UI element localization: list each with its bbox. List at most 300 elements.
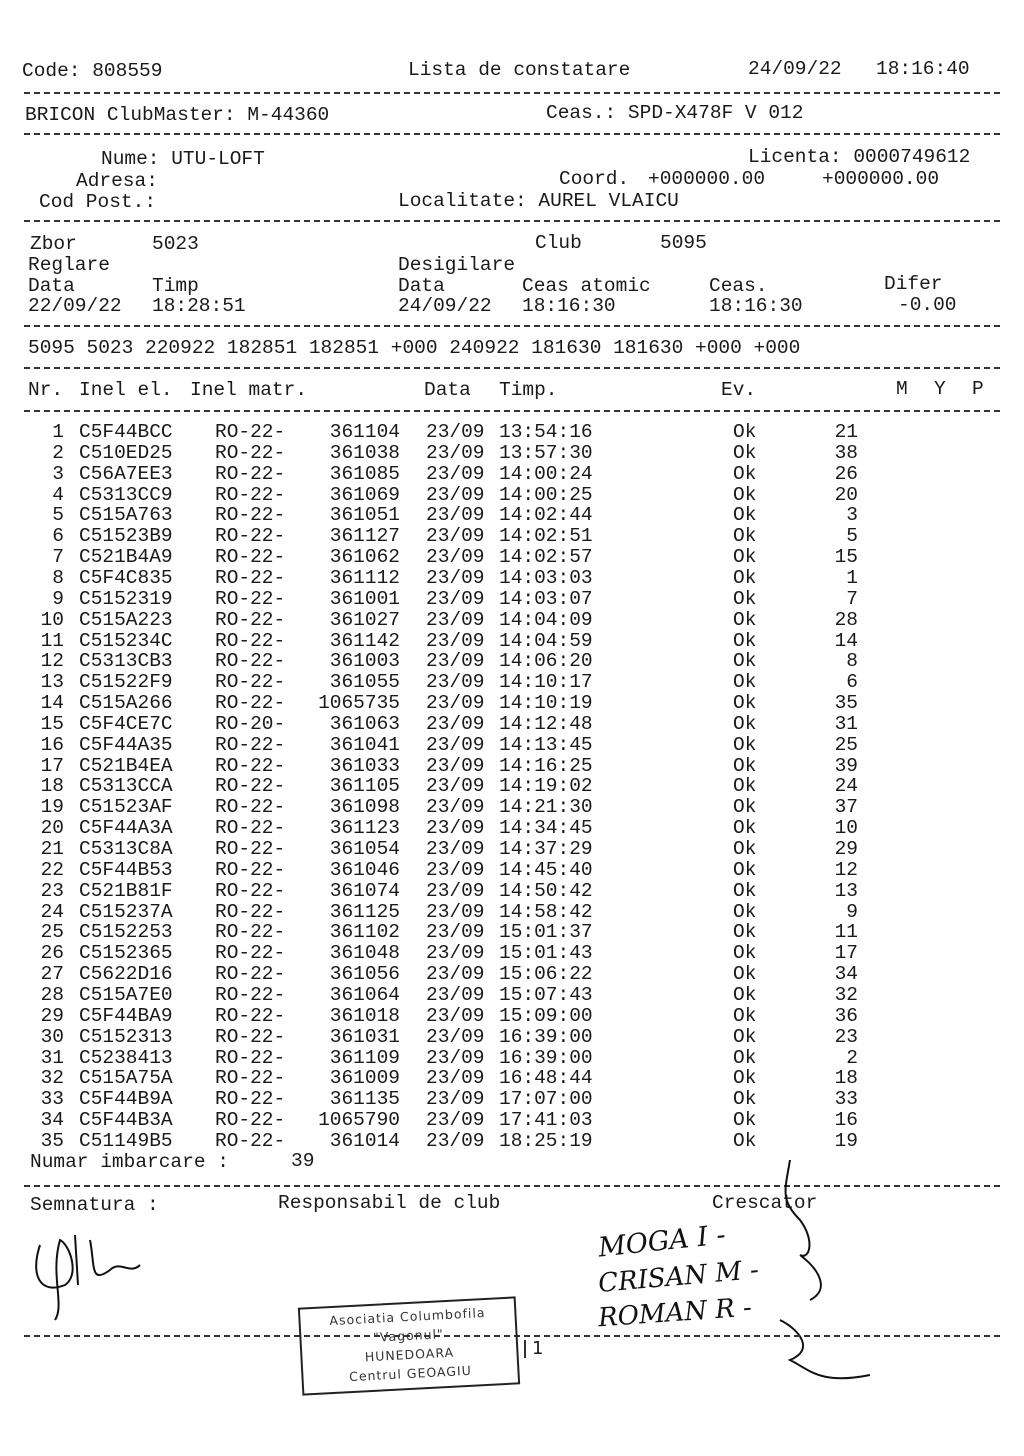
- arrival-date: 23/09: [426, 650, 485, 673]
- table-row: [0, 1111, 1024, 1132]
- row-number: 4: [52, 483, 64, 506]
- table-row: [0, 944, 1024, 965]
- ring-prefix: RO-22-: [215, 858, 286, 881]
- electronic-ring: C5F44A35: [79, 733, 173, 756]
- col-p: P: [972, 378, 984, 400]
- flight-number: 5023: [152, 233, 199, 255]
- ring-number: 361125: [329, 900, 400, 923]
- arrival-date: 23/09: [426, 504, 485, 527]
- ring-number: 361074: [329, 879, 400, 902]
- coord-lon: +000000.00: [822, 168, 940, 190]
- rank: 12: [834, 858, 858, 881]
- ring-prefix: RO-22-: [215, 817, 286, 840]
- rank: 11: [834, 921, 858, 944]
- row-number: 26: [40, 942, 64, 965]
- event-status: Ok: [733, 733, 757, 756]
- event-status: Ok: [733, 838, 757, 860]
- table-row: [0, 840, 1024, 861]
- ring-number: 361018: [329, 1004, 400, 1027]
- arrival-date: 23/09: [426, 629, 485, 652]
- arrival-date: 23/09: [426, 546, 485, 569]
- arrival-time: 14:00:25: [499, 483, 593, 506]
- table-row: [0, 673, 1024, 694]
- row-number: 29: [40, 1004, 64, 1027]
- table-row: [0, 900, 1024, 924]
- owner-name: Nume: UTU-LOFT: [101, 148, 265, 170]
- row-number: 2: [52, 441, 64, 464]
- row-number: 28: [40, 983, 64, 1006]
- rank: 29: [834, 838, 858, 860]
- row-number: 32: [40, 1067, 64, 1090]
- address-label: Adresa:: [76, 170, 158, 192]
- atomic-clock-label: Ceas atomic: [522, 275, 651, 297]
- ring-prefix: RO-22-: [215, 963, 286, 986]
- event-status: Ok: [733, 441, 757, 464]
- ring-number: 361102: [329, 921, 400, 944]
- locality: Localitate: AUREL VLAICU: [398, 190, 679, 212]
- arrival-date: 23/09: [426, 754, 485, 777]
- ring-number: 361142: [329, 629, 400, 652]
- breeder-signatures-mark: [760, 1160, 880, 1390]
- arrival-time: 14:03:07: [499, 587, 593, 610]
- separator: [24, 410, 1000, 412]
- arrival-time: 14:06:20: [499, 650, 593, 673]
- rank: 25: [834, 733, 858, 756]
- coord-lat: +000000.00: [648, 168, 766, 190]
- handwritten-name-3: ROMAN R -: [597, 1292, 753, 1334]
- ring-prefix: RO-22-: [215, 587, 286, 610]
- row-number: 9: [52, 587, 64, 610]
- table-row: [0, 506, 1024, 527]
- table-row: [0, 1129, 1024, 1153]
- electronic-ring: C515A7E0: [79, 983, 173, 1006]
- arrival-time: 14:37:29: [499, 838, 593, 860]
- arrival-date: 23/09: [426, 983, 485, 1006]
- ring-prefix: RO-22-: [215, 983, 286, 1006]
- arrival-date: 23/09: [426, 608, 485, 631]
- electronic-ring: C515A223: [79, 608, 173, 631]
- ring-prefix: RO-22-: [215, 921, 286, 944]
- ring-prefix: RO-22-: [215, 1046, 286, 1069]
- breeder-label: Crescator: [712, 1192, 818, 1214]
- clubmaster-id: BRICON ClubMaster: M-44360: [25, 104, 330, 126]
- event-status: Ok: [733, 754, 757, 777]
- rank: 32: [834, 983, 858, 1006]
- rank: 19: [834, 1129, 858, 1152]
- stamp-line: HUNEDOARA: [364, 1344, 455, 1365]
- event-status: Ok: [733, 1067, 757, 1090]
- col-m: M: [896, 378, 908, 400]
- arrival-date: 23/09: [426, 483, 485, 506]
- arrival-date: 23/09: [426, 525, 485, 548]
- ring-prefix: RO-22-: [215, 483, 286, 506]
- ring-prefix: RO-22-: [215, 900, 286, 923]
- electronic-ring: C5238413: [79, 1046, 173, 1069]
- postal-code-label: Cod Post.:: [39, 191, 157, 213]
- rank: 39: [834, 754, 858, 777]
- arrival-date: 23/09: [426, 712, 485, 735]
- ring-number: 361105: [329, 775, 400, 798]
- arrival-date: 23/09: [426, 1025, 485, 1048]
- table-row: [0, 798, 1024, 819]
- setting-date: 22/09/22: [28, 295, 122, 317]
- row-number: 5: [52, 504, 64, 527]
- difference-label: Difer: [884, 273, 943, 295]
- club-number: 5095: [660, 232, 707, 254]
- col-inel-el: Inel el.: [79, 379, 173, 401]
- ring-prefix: RO-22-: [215, 838, 286, 860]
- event-status: Ok: [733, 1046, 757, 1069]
- electronic-ring: C5313CC9: [79, 483, 173, 506]
- table-row: [0, 608, 1024, 632]
- event-status: Ok: [733, 858, 757, 881]
- row-number: 6: [52, 525, 64, 548]
- arrival-date: 23/09: [426, 733, 485, 756]
- electronic-ring: C5152365: [79, 942, 173, 965]
- rank: 24: [834, 775, 858, 798]
- arrival-date: 23/09: [426, 879, 485, 902]
- arrival-time: 16:39:00: [499, 1025, 593, 1048]
- arrival-time: 13:54:16: [499, 421, 593, 443]
- rank: 20: [834, 483, 858, 506]
- electronic-ring: C51523AF: [79, 796, 173, 819]
- ring-number: 361123: [329, 817, 400, 840]
- event-status: Ok: [733, 421, 757, 443]
- electronic-ring: C5F44BCC: [79, 421, 173, 443]
- row-number: 20: [40, 817, 64, 840]
- table-row: [0, 733, 1024, 757]
- ring-number: 361127: [329, 525, 400, 548]
- arrival-date: 23/09: [426, 1129, 485, 1152]
- ring-number: 361009: [329, 1067, 400, 1090]
- event-status: Ok: [733, 921, 757, 944]
- rank: 34: [834, 963, 858, 986]
- setting-label: Reglare: [28, 254, 110, 276]
- rank: 13: [834, 879, 858, 902]
- arrival-date: 23/09: [426, 775, 485, 798]
- rank: 26: [834, 462, 858, 485]
- table-row: [0, 423, 1024, 444]
- arrival-time: 16:48:44: [499, 1067, 593, 1090]
- boarding-count-label: Numar imbarcare :: [30, 1151, 229, 1173]
- arrival-time: 17:41:03: [499, 1109, 593, 1132]
- electronic-ring: C5313CCA: [79, 775, 173, 798]
- table-row: [0, 819, 1024, 840]
- arrival-time: 14:04:09: [499, 608, 593, 631]
- table-row: [0, 923, 1024, 944]
- col-nr: Nr.: [28, 379, 64, 401]
- row-number: 27: [40, 963, 64, 986]
- separator: [24, 220, 1000, 222]
- rank: 15: [834, 546, 858, 569]
- arrival-time: 15:01:43: [499, 942, 593, 965]
- arrival-time: 16:39:00: [499, 1046, 593, 1069]
- event-status: Ok: [733, 504, 757, 527]
- ring-number: 361046: [329, 858, 400, 881]
- event-status: Ok: [733, 483, 757, 506]
- event-status: Ok: [733, 983, 757, 1006]
- event-status: Ok: [733, 1088, 757, 1111]
- table-row: [0, 1004, 1024, 1028]
- event-status: Ok: [733, 546, 757, 569]
- electronic-ring: C5F44B9A: [79, 1088, 173, 1111]
- clock-id: Ceas.: SPD-X478F V 012: [546, 102, 804, 124]
- ring-prefix: RO-22-: [215, 692, 286, 715]
- arrival-date: 23/09: [426, 1004, 485, 1027]
- arrival-time: 15:01:37: [499, 921, 593, 944]
- electronic-ring: C5F4C835: [79, 566, 173, 589]
- rank: 1: [846, 566, 858, 589]
- ring-number: 1065735: [318, 692, 400, 715]
- row-number: 19: [40, 796, 64, 819]
- electronic-ring: C521B81F: [79, 879, 173, 902]
- arrival-time: 14:58:42: [499, 900, 593, 923]
- col-y: Y: [934, 378, 946, 400]
- rank: 16: [834, 1109, 858, 1132]
- clock-time: 18:16:30: [709, 295, 803, 317]
- ring-prefix: RO-22-: [215, 421, 286, 443]
- arrival-date: 23/09: [426, 1109, 485, 1132]
- table-row: [0, 548, 1024, 569]
- arrival-date: 23/09: [426, 838, 485, 860]
- ring-number: 361041: [329, 733, 400, 756]
- setting-time-label: Timp: [152, 275, 199, 297]
- rank: 10: [834, 817, 858, 840]
- electronic-ring: C521B4A9: [79, 546, 173, 569]
- club-stamp: [298, 1296, 520, 1395]
- code-label: Code: 808559: [22, 60, 163, 82]
- unsealing-label: Desigilare: [398, 254, 516, 276]
- ring-number: 361104: [329, 421, 400, 443]
- row-number: 22: [40, 858, 64, 881]
- row-number: 21: [40, 838, 64, 860]
- ring-prefix: RO-22-: [215, 462, 286, 485]
- electronic-ring: C56A7EE3: [79, 462, 173, 485]
- row-number: 30: [40, 1025, 64, 1048]
- arrival-time: 15:07:43: [499, 983, 593, 1006]
- arrival-time: 14:10:19: [499, 692, 593, 715]
- ring-prefix: RO-22-: [215, 942, 286, 965]
- ring-number: 361054: [329, 838, 400, 860]
- table-row: [0, 1046, 1024, 1070]
- arrival-date: 23/09: [426, 963, 485, 986]
- page-mark: 1: [524, 1340, 543, 1358]
- arrival-time: 15:06:22: [499, 963, 593, 986]
- flight-label: Zbor: [30, 233, 77, 255]
- table-row: [0, 1025, 1024, 1049]
- club-responsible-label: Responsabil de club: [278, 1192, 501, 1214]
- license: Licenta: 0000749612: [748, 146, 971, 168]
- arrival-time: 14:00:24: [499, 462, 593, 485]
- separator: [24, 92, 1000, 94]
- arrival-date: 23/09: [426, 1088, 485, 1111]
- ring-number: 361135: [329, 1088, 400, 1111]
- row-number: 1: [52, 421, 64, 443]
- arrival-date: 23/09: [426, 858, 485, 881]
- table-row: [0, 527, 1024, 548]
- ring-prefix: RO-22-: [215, 566, 286, 589]
- handwritten-name-2: CRISAN M -: [596, 1255, 761, 1299]
- setting-time: 18:28:51: [152, 295, 246, 317]
- row-number: 17: [40, 754, 64, 777]
- col-timp: Timp.: [499, 379, 558, 401]
- electronic-ring: C515A266: [79, 692, 173, 715]
- ring-prefix: RO-22-: [215, 546, 286, 569]
- event-status: Ok: [733, 1004, 757, 1027]
- electronic-ring: C5F44BA9: [79, 1004, 173, 1027]
- arrival-date: 23/09: [426, 1067, 485, 1090]
- table-row: [0, 462, 1024, 486]
- ring-prefix: RO-22-: [215, 525, 286, 548]
- arrival-time: 15:09:00: [499, 1004, 593, 1027]
- table-row: [0, 652, 1024, 673]
- rank: 31: [834, 712, 858, 735]
- setting-date-label: Data: [28, 275, 75, 297]
- rank: 2: [846, 1046, 858, 1069]
- row-number: 25: [40, 921, 64, 944]
- electronic-ring: C5152313: [79, 1025, 173, 1048]
- arrival-time: 14:04:59: [499, 629, 593, 652]
- code-line: 5095 5023 220922 182851 182851 +000 240922 181630 181630 +000 +000: [28, 337, 801, 359]
- event-status: Ok: [733, 796, 757, 819]
- table-row: [0, 694, 1024, 715]
- ring-number: 1065790: [318, 1109, 400, 1132]
- electronic-ring: C515237A: [79, 900, 173, 923]
- electronic-ring: C5152319: [79, 587, 173, 610]
- arrival-date: 23/09: [426, 566, 485, 589]
- rank: 35: [834, 692, 858, 715]
- ring-prefix: RO-22-: [215, 879, 286, 902]
- electronic-ring: C5313C8A: [79, 838, 173, 860]
- signature-label: Semnatura :: [30, 1194, 159, 1216]
- row-number: 16: [40, 733, 64, 756]
- ring-number: 361085: [329, 462, 400, 485]
- row-number: 11: [40, 629, 64, 652]
- table-row: [0, 712, 1024, 736]
- ring-number: 361003: [329, 650, 400, 673]
- ring-number: 361109: [329, 1046, 400, 1069]
- table-row: [0, 754, 1024, 778]
- boarding-count: 39: [291, 1150, 315, 1172]
- arrival-date: 23/09: [426, 1046, 485, 1069]
- ring-prefix: RO-22-: [215, 1129, 286, 1152]
- row-number: 31: [40, 1046, 64, 1069]
- electronic-ring: C51149B5: [79, 1129, 173, 1152]
- arrival-date: 23/09: [426, 942, 485, 965]
- rank: 37: [834, 796, 858, 819]
- electronic-ring: C5152253: [79, 921, 173, 944]
- row-number: 13: [40, 671, 64, 694]
- electronic-ring: C521B4EA: [79, 754, 173, 777]
- electronic-ring: C515A763: [79, 504, 173, 527]
- ring-prefix: RO-22-: [215, 1004, 286, 1027]
- ring-number: 361069: [329, 483, 400, 506]
- arrival-date: 23/09: [426, 462, 485, 485]
- arrival-time: 14:12:48: [499, 712, 593, 735]
- event-status: Ok: [733, 1109, 757, 1132]
- rank: 23: [834, 1025, 858, 1048]
- table-row: [0, 587, 1024, 611]
- event-status: Ok: [733, 671, 757, 694]
- rank: 21: [834, 421, 858, 443]
- ring-number: 361027: [329, 608, 400, 631]
- row-number: 35: [40, 1129, 64, 1152]
- rank: 38: [834, 441, 858, 464]
- arrival-date: 23/09: [426, 671, 485, 694]
- table-row: [0, 1069, 1024, 1090]
- ring-number: 361014: [329, 1129, 400, 1152]
- event-status: Ok: [733, 692, 757, 715]
- ring-number: 361048: [329, 942, 400, 965]
- event-status: Ok: [733, 525, 757, 548]
- rank: 17: [834, 942, 858, 965]
- col-inel-matr: Inel matr.: [190, 379, 308, 401]
- unsealing-date-label: Data: [398, 275, 445, 297]
- electronic-ring: C5F44B53: [79, 858, 173, 881]
- ring-number: 361001: [329, 587, 400, 610]
- table-row: [0, 858, 1024, 882]
- arrival-date: 23/09: [426, 817, 485, 840]
- event-status: Ok: [733, 629, 757, 652]
- arrival-date: 23/09: [426, 796, 485, 819]
- arrival-time: 14:19:02: [499, 775, 593, 798]
- row-number: 8: [52, 566, 64, 589]
- row-number: 14: [40, 692, 64, 715]
- arrival-time: 18:25:19: [499, 1129, 593, 1152]
- ring-prefix: RO-22-: [215, 1109, 286, 1132]
- arrival-time: 14:21:30: [499, 796, 593, 819]
- electronic-ring: C51523B9: [79, 525, 173, 548]
- table-row: [0, 777, 1024, 798]
- rank: 36: [834, 1004, 858, 1027]
- ring-number: 361031: [329, 1025, 400, 1048]
- ring-prefix: RO-22-: [215, 1088, 286, 1111]
- ring-prefix: RO-22-: [215, 671, 286, 694]
- ring-prefix: RO-22-: [215, 775, 286, 798]
- rank: 8: [846, 650, 858, 673]
- rank: 28: [834, 608, 858, 631]
- ring-prefix: RO-22-: [215, 441, 286, 464]
- table-row: [0, 983, 1024, 1007]
- rank: 14: [834, 629, 858, 652]
- table-row: [0, 483, 1024, 507]
- row-number: 24: [40, 900, 64, 923]
- arrival-date: 23/09: [426, 900, 485, 923]
- event-status: Ok: [733, 608, 757, 631]
- ring-number: 361051: [329, 504, 400, 527]
- arrival-date: 23/09: [426, 441, 485, 464]
- electronic-ring: C515A75A: [79, 1067, 173, 1090]
- arrival-time: 14:02:44: [499, 504, 593, 527]
- arrival-time: 14:45:40: [499, 858, 593, 881]
- unsealing-date: 24/09/22: [398, 295, 492, 317]
- event-status: Ok: [733, 712, 757, 735]
- signature-mark: [20, 1215, 150, 1325]
- row-number: 10: [40, 608, 64, 631]
- ring-number: 361062: [329, 546, 400, 569]
- ring-prefix: RO-22-: [215, 754, 286, 777]
- ring-number: 361056: [329, 963, 400, 986]
- ring-number: 361033: [329, 754, 400, 777]
- row-number: 23: [40, 879, 64, 902]
- ring-number: 361112: [329, 566, 400, 589]
- event-status: Ok: [733, 817, 757, 840]
- clock-label: Ceas.: [709, 275, 768, 297]
- rank: 7: [846, 587, 858, 610]
- ring-number: 361063: [329, 712, 400, 735]
- col-data: Data: [424, 379, 471, 401]
- event-status: Ok: [733, 1129, 757, 1152]
